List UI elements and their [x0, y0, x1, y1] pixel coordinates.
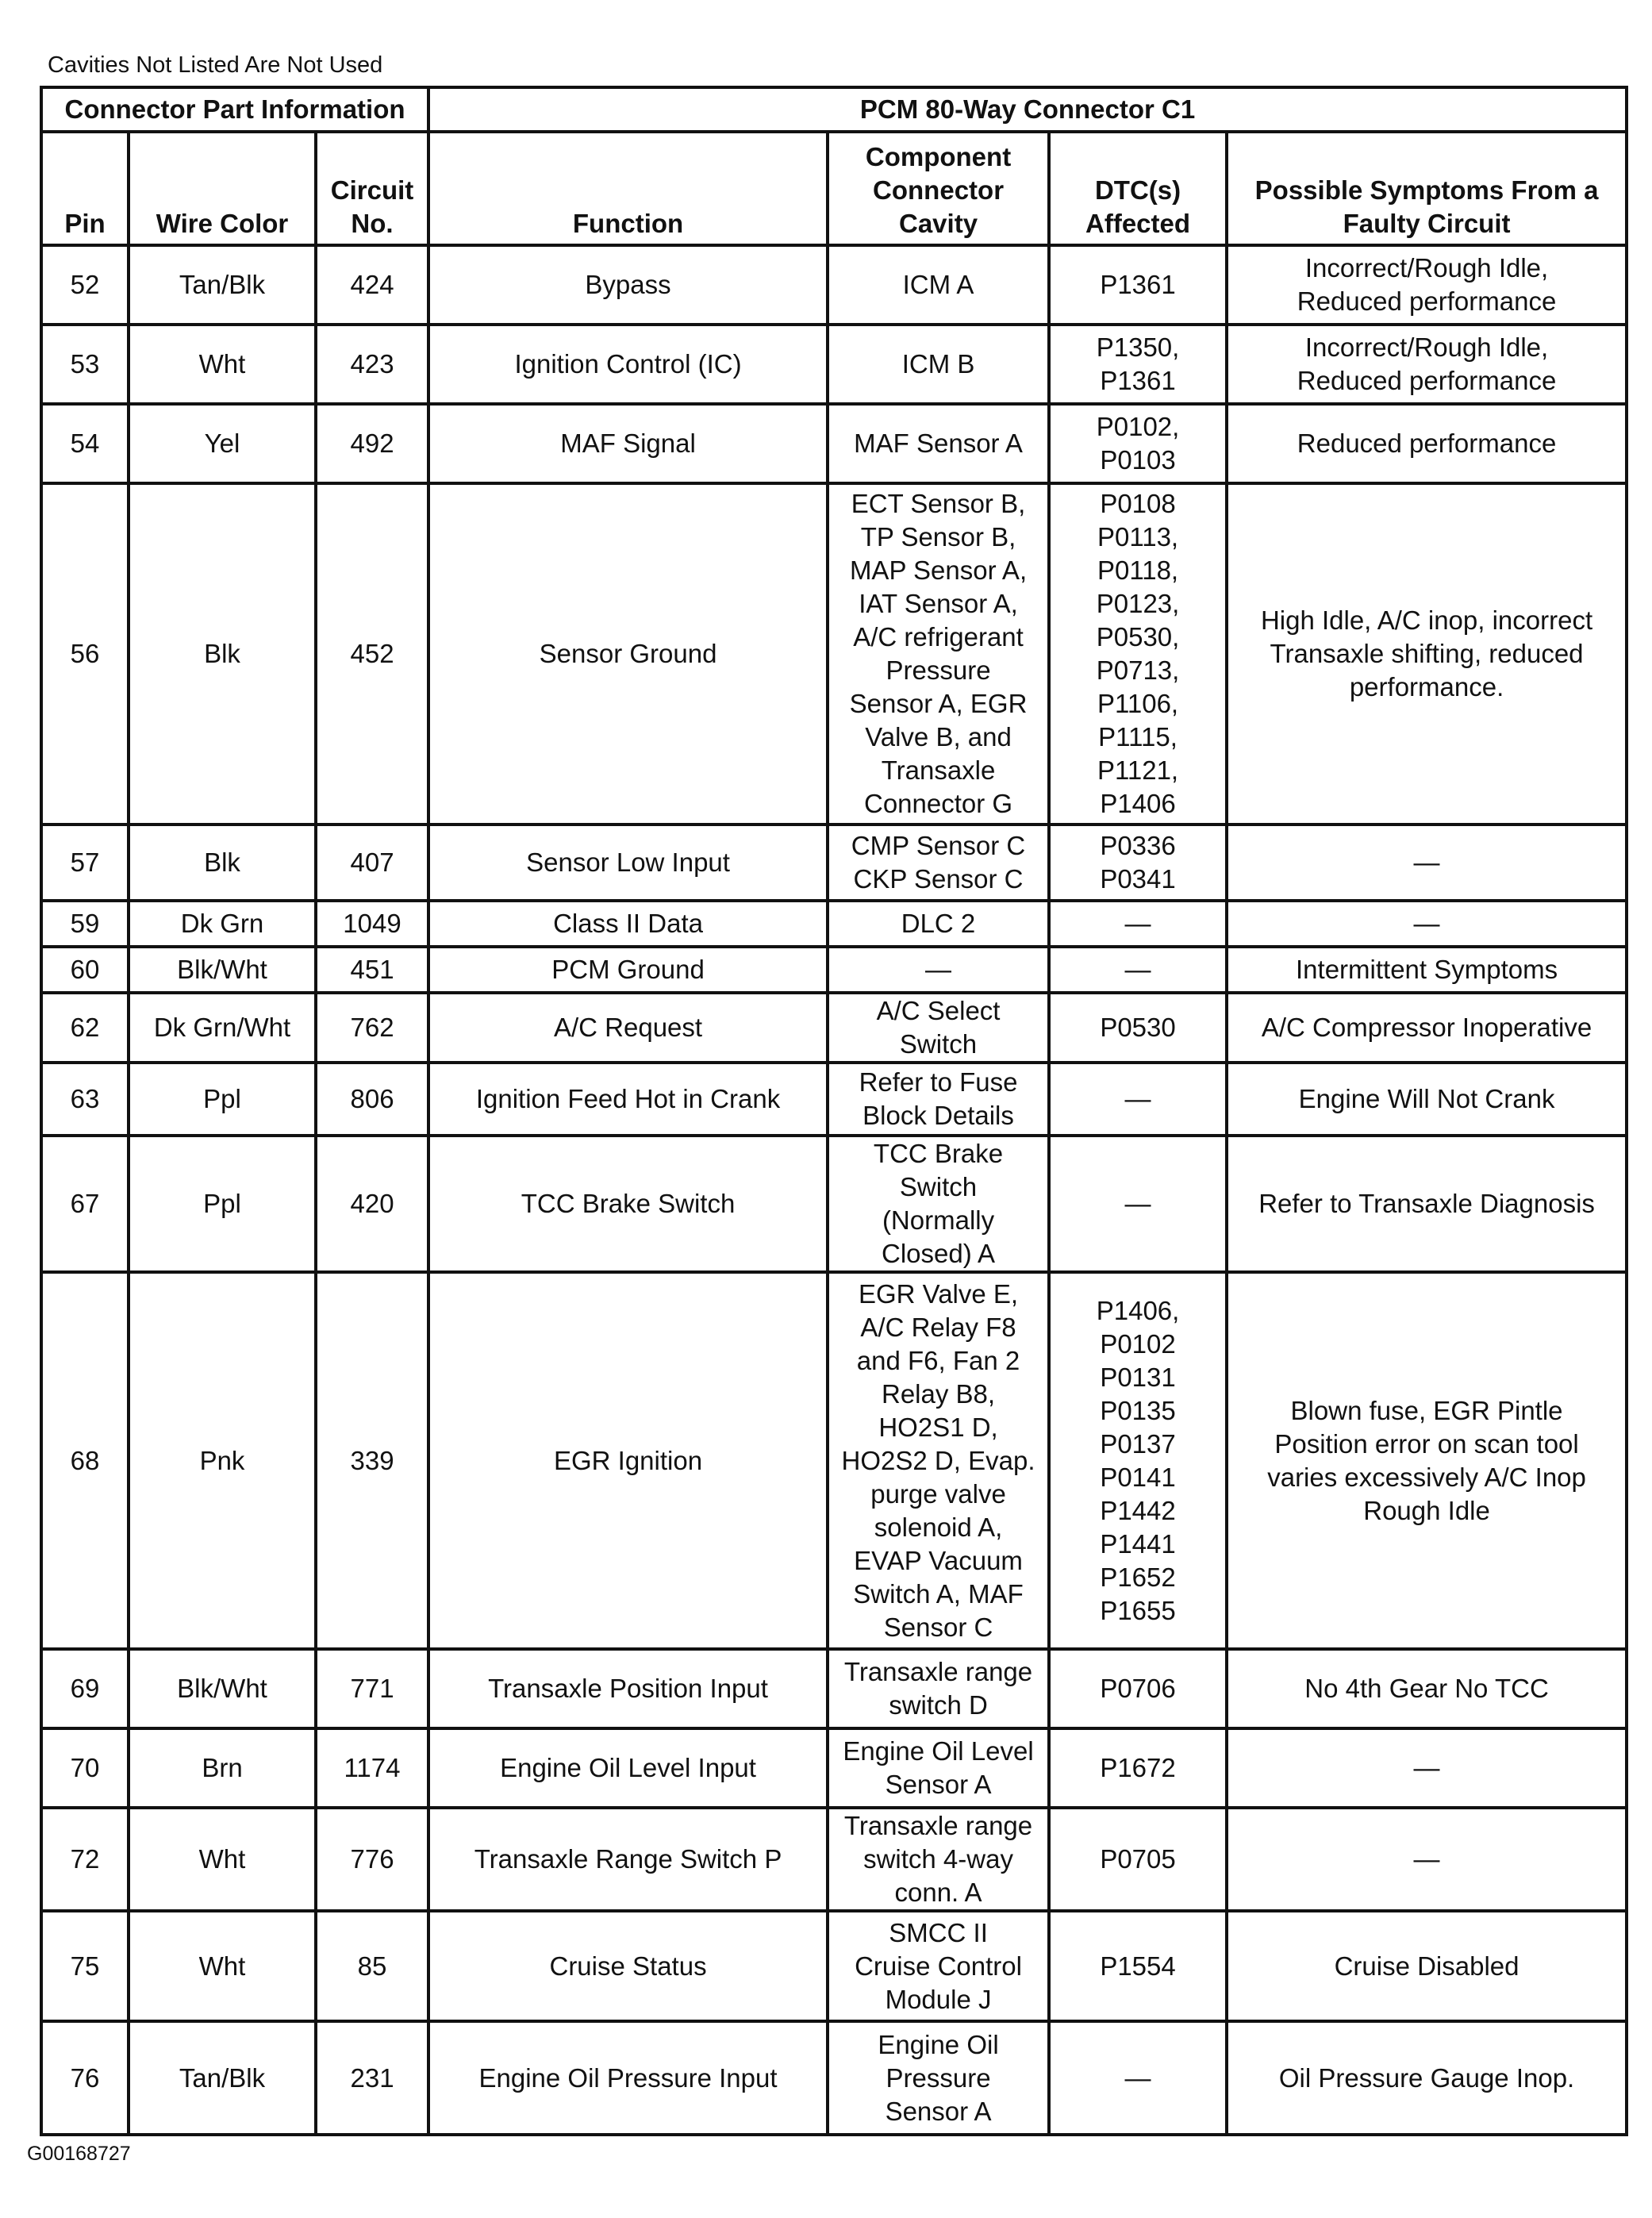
function-cell: Class II Data — [428, 901, 828, 947]
symptoms-cell: Engine Will Not Crank — [1227, 1063, 1627, 1136]
component-cavity-cell: Transaxle range switch 4-way conn. A — [828, 1808, 1049, 1911]
table-row — [41, 993, 1627, 1063]
wire-color-cell: Yel — [129, 404, 316, 483]
symptoms-cell: Incorrect/Rough Idle, Reduced performance — [1227, 325, 1627, 404]
dtc-cell: P0705 — [1049, 1808, 1227, 1911]
table-row — [41, 404, 1627, 483]
wire-color-cell: Pnk — [129, 1272, 316, 1649]
group-header-pcm-connector: PCM 80-Way Connector C1 — [428, 87, 1627, 132]
component-cavity-cell: Engine Oil Pressure Sensor A — [828, 2021, 1049, 2135]
table-row — [41, 245, 1627, 325]
table-row — [41, 901, 1627, 947]
component-cavity-cell: Engine Oil Level Sensor A — [828, 1728, 1049, 1808]
function-cell: Engine Oil Level Input — [428, 1728, 828, 1808]
dtc-cell: P0706 — [1049, 1649, 1227, 1728]
table-row — [41, 1272, 1627, 1649]
function-cell: Transaxle Position Input — [428, 1649, 828, 1728]
component-cavity-cell: DLC 2 — [828, 901, 1049, 947]
function-cell: Engine Oil Pressure Input — [428, 2021, 828, 2135]
wire-color-cell: Tan/Blk — [129, 245, 316, 325]
function-cell: Ignition Feed Hot in Crank — [428, 1063, 828, 1136]
pin-cell: 53 — [41, 325, 129, 404]
dtc-cell: P1361 — [1049, 245, 1227, 325]
column-header-pin: Pin — [41, 132, 129, 245]
function-cell: Cruise Status — [428, 1911, 828, 2021]
table-row — [41, 1649, 1627, 1728]
circuit-no-cell: 492 — [316, 404, 428, 483]
wire-color-cell: Tan/Blk — [129, 2021, 316, 2135]
circuit-no-cell: 771 — [316, 1649, 428, 1728]
table-row — [41, 2021, 1627, 2135]
table-row — [41, 483, 1627, 825]
dtc-cell: P0336 P0341 — [1049, 825, 1227, 901]
dtc-cell: — — [1049, 1063, 1227, 1136]
dtc-cell: P1672 — [1049, 1728, 1227, 1808]
symptoms-cell: Blown fuse, EGR Pintle Position error on scan tool varies excessively A/C Inop Rough Idle — [1227, 1272, 1627, 1649]
symptoms-cell: — — [1227, 901, 1627, 947]
symptoms-cell: A/C Compressor Inoperative — [1227, 993, 1627, 1063]
circuit-no-cell: 420 — [316, 1136, 428, 1272]
component-cavity-cell: MAF Sensor A — [828, 404, 1049, 483]
wire-color-cell: Wht — [129, 1808, 316, 1911]
component-cavity-cell: SMCC II Cruise Control Module J — [828, 1911, 1049, 2021]
function-cell: Bypass — [428, 245, 828, 325]
table-row — [41, 1911, 1627, 2021]
wire-color-cell: Blk — [129, 483, 316, 825]
table-note: Cavities Not Listed Are Not Used — [48, 52, 383, 78]
table-row — [41, 1063, 1627, 1136]
dtc-cell: P0102, P0103 — [1049, 404, 1227, 483]
function-cell: A/C Request — [428, 993, 828, 1063]
pin-cell: 70 — [41, 1728, 129, 1808]
table-row — [41, 1808, 1627, 1911]
circuit-no-cell: 776 — [316, 1808, 428, 1911]
dtc-cell: P1350, P1361 — [1049, 325, 1227, 404]
pin-cell: 62 — [41, 993, 129, 1063]
pin-cell: 76 — [41, 2021, 129, 2135]
component-cavity-cell: Refer to Fuse Block Details — [828, 1063, 1049, 1136]
circuit-no-cell: 452 — [316, 483, 428, 825]
component-cavity-cell: ICM B — [828, 325, 1049, 404]
dtc-cell: — — [1049, 1136, 1227, 1272]
symptoms-cell: High Idle, A/C inop, incorrect Transaxle shifting, reduced performance. — [1227, 483, 1627, 825]
component-cavity-cell: CMP Sensor C CKP Sensor C — [828, 825, 1049, 901]
pin-cell: 68 — [41, 1272, 129, 1649]
symptoms-cell: — — [1227, 1728, 1627, 1808]
group-header-connector-part-info: Connector Part Information — [41, 87, 428, 132]
function-cell: EGR Ignition — [428, 1272, 828, 1649]
wire-color-cell: Dk Grn/Wht — [129, 993, 316, 1063]
circuit-no-cell: 1174 — [316, 1728, 428, 1808]
table-body — [41, 245, 1627, 2135]
wire-color-cell: Blk/Wht — [129, 947, 316, 993]
component-cavity-cell: A/C Select Switch — [828, 993, 1049, 1063]
symptoms-cell: Oil Pressure Gauge Inop. — [1227, 2021, 1627, 2135]
pin-cell: 69 — [41, 1649, 129, 1728]
function-cell: Sensor Low Input — [428, 825, 828, 901]
pin-cell: 57 — [41, 825, 129, 901]
pin-cell: 60 — [41, 947, 129, 993]
pin-cell: 52 — [41, 245, 129, 325]
column-header-component-cavity: Component Connector Cavity — [828, 132, 1049, 245]
circuit-no-cell: 85 — [316, 1911, 428, 2021]
function-cell: Transaxle Range Switch P — [428, 1808, 828, 1911]
symptoms-cell: No 4th Gear No TCC — [1227, 1649, 1627, 1728]
table-row — [41, 1728, 1627, 1808]
column-header-function: Function — [428, 132, 828, 245]
circuit-no-cell: 231 — [316, 2021, 428, 2135]
symptoms-cell: Reduced performance — [1227, 404, 1627, 483]
table-row — [41, 1136, 1627, 1272]
pin-cell: 59 — [41, 901, 129, 947]
component-cavity-cell: EGR Valve E, A/C Relay F8 and F6, Fan 2 Relay B8, HO2S1 D, HO2S2 D, Evap. purge valve solenoid A, EVAP Vacuum Switch A, MAF Sensor C — [828, 1272, 1049, 1649]
function-cell: Ignition Control (IC) — [428, 325, 828, 404]
dtc-cell: P0530 — [1049, 993, 1227, 1063]
function-cell: PCM Ground — [428, 947, 828, 993]
figure-id: G00168727 — [27, 2143, 131, 2165]
wire-color-cell: Wht — [129, 1911, 316, 2021]
column-header-circuit-no: Circuit No. — [316, 132, 428, 245]
circuit-no-cell: 407 — [316, 825, 428, 901]
component-cavity-cell: Transaxle range switch D — [828, 1649, 1049, 1728]
pin-cell: 72 — [41, 1808, 129, 1911]
pin-cell: 63 — [41, 1063, 129, 1136]
dtc-cell: — — [1049, 947, 1227, 993]
symptoms-cell: — — [1227, 1808, 1627, 1911]
symptoms-cell: Incorrect/Rough Idle, Reduced performance — [1227, 245, 1627, 325]
symptoms-cell: Intermittent Symptoms — [1227, 947, 1627, 993]
pin-cell: 75 — [41, 1911, 129, 2021]
component-cavity-cell: ICM A — [828, 245, 1049, 325]
component-cavity-cell: — — [828, 947, 1049, 993]
column-header-wire-color: Wire Color — [129, 132, 316, 245]
symptoms-cell: Refer to Transaxle Diagnosis — [1227, 1136, 1627, 1272]
component-cavity-cell: TCC Brake Switch (Normally Closed) A — [828, 1136, 1049, 1272]
symptoms-cell: Cruise Disabled — [1227, 1911, 1627, 2021]
function-cell: TCC Brake Switch — [428, 1136, 828, 1272]
pcm-connector-table — [40, 86, 1628, 2136]
pin-cell: 54 — [41, 404, 129, 483]
wire-color-cell: Blk/Wht — [129, 1649, 316, 1728]
wire-color-cell: Dk Grn — [129, 901, 316, 947]
function-cell: MAF Signal — [428, 404, 828, 483]
dtc-cell: P1406, P0102 P0131 P0135 P0137 P0141 P1442 P1441 P1652 P1655 — [1049, 1272, 1227, 1649]
wire-color-cell: Blk — [129, 825, 316, 901]
dtc-cell: P1554 — [1049, 1911, 1227, 2021]
table-row — [41, 825, 1627, 901]
column-header-symptoms: Possible Symptoms From a Faulty Circuit — [1227, 132, 1627, 245]
table-row — [41, 947, 1627, 993]
column-header-dtc: DTC(s) Affected — [1049, 132, 1227, 245]
wire-color-cell: Ppl — [129, 1136, 316, 1272]
circuit-no-cell: 451 — [316, 947, 428, 993]
symptoms-cell: — — [1227, 825, 1627, 901]
wire-color-cell: Wht — [129, 325, 316, 404]
function-cell: Sensor Ground — [428, 483, 828, 825]
circuit-no-cell: 1049 — [316, 901, 428, 947]
wire-color-cell: Brn — [129, 1728, 316, 1808]
circuit-no-cell: 339 — [316, 1272, 428, 1649]
circuit-no-cell: 424 — [316, 245, 428, 325]
wire-color-cell: Ppl — [129, 1063, 316, 1136]
dtc-cell: — — [1049, 2021, 1227, 2135]
table-row — [41, 325, 1627, 404]
pin-cell: 56 — [41, 483, 129, 825]
circuit-no-cell: 762 — [316, 993, 428, 1063]
component-cavity-cell: ECT Sensor B, TP Sensor B, MAP Sensor A, IAT Sensor A, A/C refrigerant Pressure Sensor A, EGR Valve B, and Transaxle Connector G — [828, 483, 1049, 825]
circuit-no-cell: 806 — [316, 1063, 428, 1136]
circuit-no-cell: 423 — [316, 325, 428, 404]
dtc-cell: — — [1049, 901, 1227, 947]
dtc-cell: P0108 P0113, P0118, P0123, P0530, P0713, P1106, P1115, P1121, P1406 — [1049, 483, 1227, 825]
pin-cell: 67 — [41, 1136, 129, 1272]
